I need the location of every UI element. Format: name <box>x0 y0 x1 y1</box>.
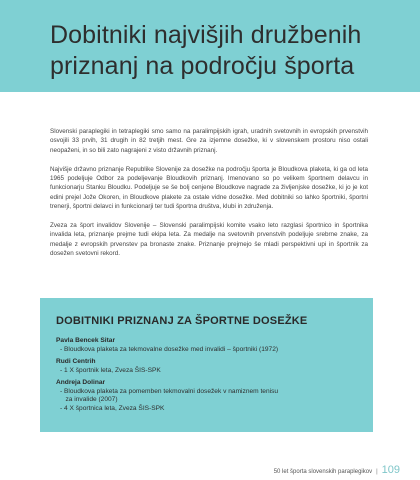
page-number: 109 <box>381 464 400 476</box>
laureate-entry <box>56 357 356 375</box>
page-title <box>50 20 361 82</box>
laureate-entry <box>56 336 356 354</box>
laureate-award: za invalide (2007) <box>60 396 118 403</box>
page-footer <box>274 464 400 476</box>
footer-separator: | <box>376 469 378 475</box>
laureates-box-title: DOBITNIKI PRIZNANJ ZA ŠPORTNE DOSEŽKE <box>56 315 308 327</box>
laureate-award: - 1 X športnik leta, Zveza ŠIS-SPK <box>60 366 161 374</box>
title-banner <box>0 0 420 92</box>
laureate-award: - 4 X športnica leta, Zveza ŠIS-SPK <box>60 404 165 412</box>
page-title-line-1: Dobitniki najvišjih družbenih <box>50 21 362 49</box>
laureate-award: - Bloudkova plaketa za tekmovalne dosežke med invalidi – športniki (1972) <box>60 345 279 353</box>
laureate-name: Rudi Centrih <box>56 358 96 365</box>
page-title-line-2: priznanj na področju športa <box>50 52 355 80</box>
laureate-name: Pavla Bencek Sitar <box>56 337 116 344</box>
paragraph: Najvišje državno priznanje Republike Slovenije za dosežke na področju športa je Bloudkova plaketa, ki ga od leta 1965 podeljuje Odbor za podeljevanje Bloudkovih priznanj. Imenovano so po velikem športnem delavcu in funkcionarju Stanku Bloudku. Podeljuje se še bolj cenjene Bloudkove nagrade za življenjske dosežke, ki jo je kot edini prejel Jože Okoren, in Bloudkove plakete za ostale vidne dosežke. Med dobitniki so lahko športniki, športni trenerji, športni delavci in funkcionarji ter tudi športna društva, klubi in združenja. <box>50 165 368 211</box>
laureate-name: Andreja Dolinar <box>56 379 106 386</box>
article-body <box>50 127 368 268</box>
laureates-list <box>56 336 356 416</box>
publication-title: 50 let športa slovenskih paraplegikov <box>273 469 373 475</box>
laureate-award: - Bloudkova plaketa za pomemben tekmovalni dosežek v namiznem tenisu <box>60 387 279 395</box>
laureates-box <box>40 298 373 432</box>
laureate-entry <box>56 378 356 413</box>
paragraph: Zveza za šport invalidov Slovenije – Slovenski paralimpijski komite vsako leto razglasi športnico in športnika invalida leta, priznanje prejme tudi ekipa leta. Za medalje na svetovnih prvenstvih podeljuje srebrne znake, za medalje z evropskih prvenstev pa bronaste znake. Priznanje prejmejo še mladi perspektivni upi in športnik za dosežen svetovni rekord. <box>50 222 368 258</box>
paragraph: Slovenski paraplegiki in tetraplegiki smo samo na paralimpijskih igrah, uradnih svetovnih in evropskih prvenstvih osvojili 33 prvih, 31 drugih in 82 tretjih mest. Gre za izjemne dosežke, ki v slovenskem prostoru niso ostali neopaženi, in so bili zato nagrajeni z visto državnih priznanj. <box>50 128 368 154</box>
